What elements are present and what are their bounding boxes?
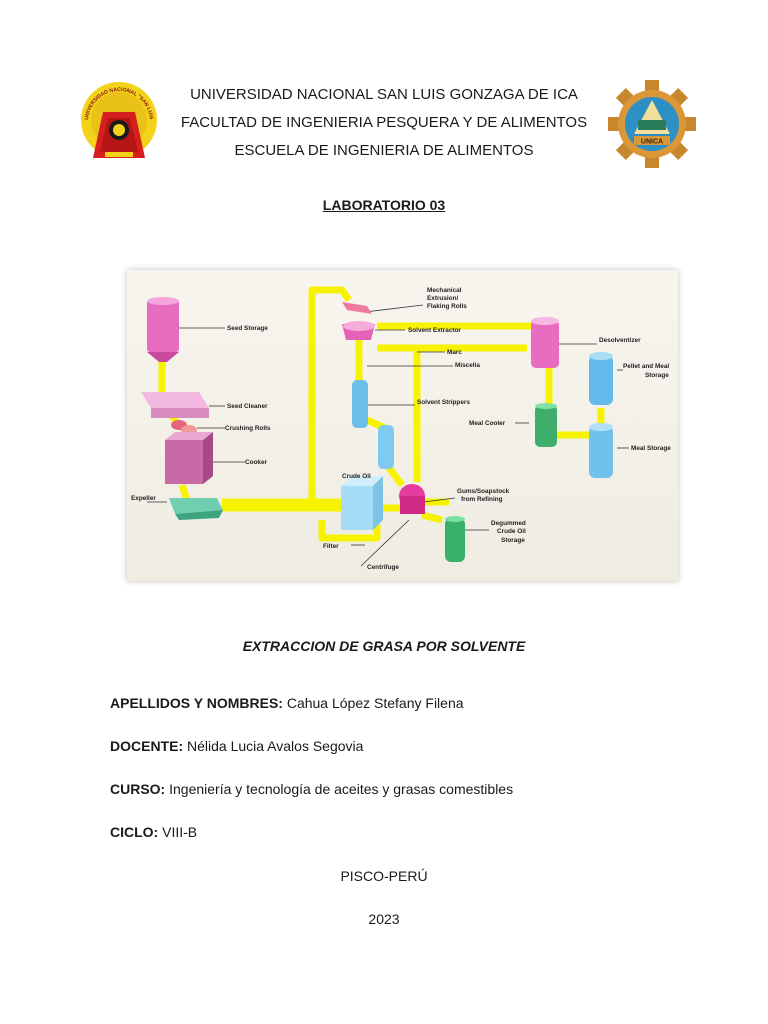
student-names-field: [110, 695, 464, 711]
lab-title: LABORATORIO 03: [322, 197, 446, 213]
svg-text:Filter: Filter: [323, 543, 339, 550]
svg-text:Extrusion/: Extrusion/: [427, 295, 459, 302]
svg-text:Crude Oil: Crude Oil: [342, 473, 371, 480]
svg-text:Desolventizer: Desolventizer: [599, 337, 641, 344]
svg-text:Solvent Strippers: Solvent Strippers: [417, 399, 470, 406]
svg-text:Miscella: Miscella: [455, 362, 480, 369]
university-name: UNIVERSIDAD NACIONAL SAN LUIS GONZAGA DE ICA: [190, 86, 578, 103]
school-name: ESCUELA DE INGENIERIA DE ALIMENTOS: [234, 142, 534, 159]
course-field: [110, 781, 513, 797]
ciclo-label: CICLO:: [110, 824, 159, 840]
svg-text:Cooker: Cooker: [245, 459, 268, 466]
names-value: Cahua López Stefany Filena: [282, 695, 464, 711]
svg-text:Seed Cleaner: Seed Cleaner: [227, 403, 268, 410]
curso-label: CURSO:: [110, 781, 166, 797]
place-text: PISCO-PERÚ: [340, 868, 428, 884]
svg-text:UNICA: UNICA: [640, 138, 664, 146]
svg-text:Storage: Storage: [645, 372, 669, 379]
curso-value: Ingeniería y tecnología de aceites y grasas comestibles: [165, 781, 514, 797]
cycle-field: [110, 824, 197, 840]
svg-text:Meal Cooler: Meal Cooler: [469, 420, 506, 427]
faculty-name: FACULTAD DE INGENIERIA PESQUERA Y DE ALIMENTOS: [180, 114, 588, 131]
svg-text:Gums/Soapstock: Gums/Soapstock: [457, 488, 510, 495]
svg-text:Expeller: Expeller: [131, 495, 156, 502]
solvent-extraction-process-diagram: [127, 270, 678, 581]
svg-text:from Refining: from Refining: [461, 496, 503, 503]
svg-text:Solvent Extractor: Solvent Extractor: [408, 327, 461, 334]
svg-text:Seed Storage: Seed Storage: [227, 325, 268, 332]
svg-text:Pellet and Meal: Pellet and Meal: [623, 363, 670, 370]
svg-text:Degummed: Degummed: [491, 520, 526, 527]
svg-text:Marc: Marc: [447, 349, 462, 356]
svg-text:Flaking Rolls: Flaking Rolls: [427, 303, 467, 310]
svg-text:Centrifuge: Centrifuge: [367, 564, 399, 571]
docente-value: Nélida Lucia Avalos Segovia: [183, 738, 364, 754]
document-subtitle: EXTRACCION DE GRASA POR SOLVENTE: [242, 638, 526, 654]
teacher-field: [110, 738, 363, 754]
svg-text:Mechanical: Mechanical: [427, 287, 462, 294]
ciclo-value: VIII-B: [158, 824, 198, 840]
docente-label: DOCENTE:: [110, 738, 184, 754]
svg-text:Crude Oil: Crude Oil: [497, 528, 526, 535]
svg-text:UNIVERSIDAD NACIONAL "SAN LUIS: UNIVERSIDAD NACIONAL "SAN LUIS: [84, 86, 154, 121]
svg-text:Crushing Rolls: Crushing Rolls: [225, 425, 271, 432]
svg-text:Meal Storage: Meal Storage: [631, 445, 671, 452]
year-text: 2023: [368, 911, 400, 927]
names-label: APELLIDOS Y NOMBRES:: [110, 695, 283, 711]
svg-text:Storage: Storage: [501, 537, 525, 544]
